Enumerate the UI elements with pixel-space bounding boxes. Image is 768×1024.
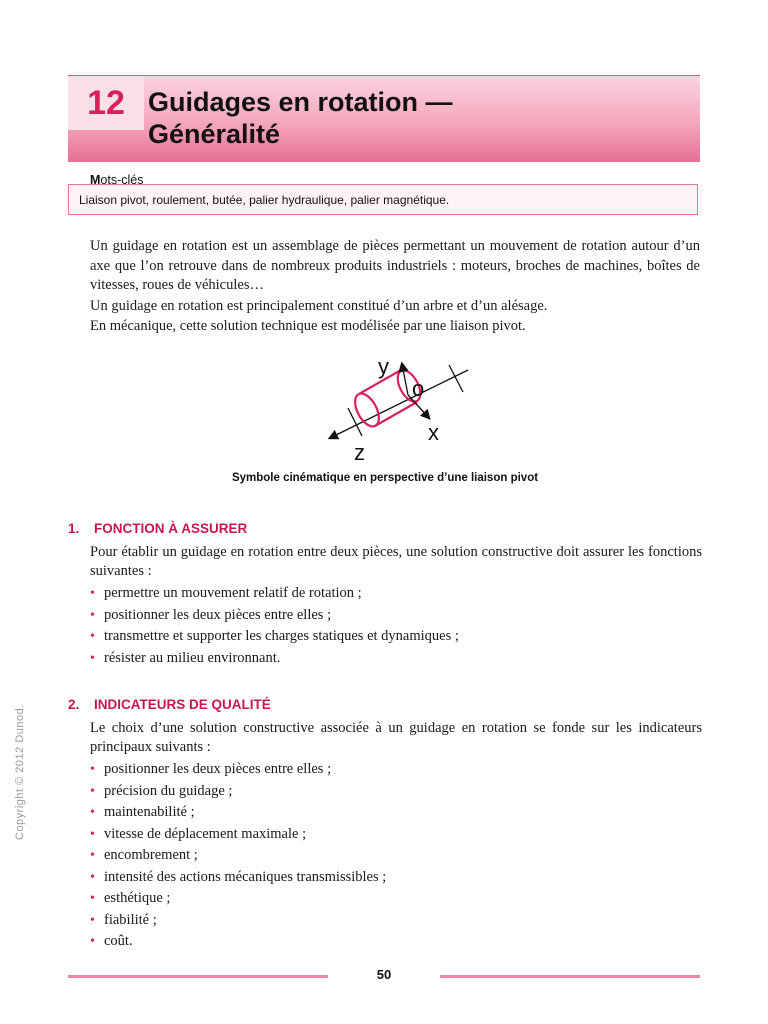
bullet-icon: • [90, 912, 95, 928]
list-item: • esthétique ; [90, 888, 702, 910]
section-1-list [90, 583, 702, 669]
axis-tick-left [348, 408, 362, 436]
label-y: y [378, 354, 389, 379]
list-item: • fiabilité ; [90, 910, 702, 932]
section-1-body [90, 543, 702, 669]
list-item: • positionner les deux pièces entre elles ; [90, 759, 702, 781]
bullet-icon: • [90, 805, 95, 820]
bullet-icon: • [90, 607, 95, 623]
chapter-title-line-1: Guidages en rotation — [148, 87, 453, 117]
chapter-number: 12 [68, 76, 144, 130]
bullet-icon: • [90, 629, 95, 644]
list-item: • coût. [90, 931, 702, 953]
list-item: • vitesse de déplacement maximale ; [90, 824, 702, 846]
section-1-title: FONCTION À ASSURER [94, 521, 248, 536]
list-item: • maintenabilité ; [90, 802, 702, 824]
footer-rule-left [68, 975, 328, 978]
chapter-title-line-2: Généralité [148, 119, 281, 149]
chapter-title [148, 86, 688, 150]
y-axis [402, 364, 408, 395]
pivot-joint-diagram [318, 350, 478, 465]
list-item: • permettre un mouvement relatif de rotation ; [90, 583, 702, 605]
footer-rule-right [440, 975, 700, 978]
keywords-label-rest: ots-clés [100, 173, 144, 187]
bullet-icon: • [90, 783, 95, 799]
intro-paragraph: En mécanique, cette solution technique est modélisée par une liaison pivot. [90, 318, 526, 334]
list-item: • intensité des actions mécaniques transmissibles ; [90, 867, 702, 889]
keywords-text: Liaison pivot, roulement, butée, palier hydraulique, palier magnétique. [79, 193, 450, 207]
page-number: 50 [376, 967, 392, 982]
section-2-list [90, 759, 702, 953]
list-item: • positionner les deux pièces entre elles ; [90, 605, 702, 627]
figure-caption: Symbole cinématique en perspective d’une liaison pivot [231, 472, 539, 484]
section-2-body [90, 719, 702, 953]
chapter-header [68, 75, 700, 162]
section-1-intro: Pour établir un guidage en rotation entre deux pièces, une solution constructive doit assurer les fonctions suivantes : [90, 544, 702, 579]
intro-text [90, 237, 700, 337]
intro-paragraph: Un guidage en rotation est un assemblage de pièces permettant un mouvement de rotation autour d’un axe que l’on retrouve dans de nombreux produits industriels : moteurs, broches de machines, boîtes de vitesses, roues de véhicules… [90, 238, 700, 293]
bullet-icon: • [90, 762, 95, 777]
section-2-intro: Le choix d’une solution constructive associée à un guidage en rotation se fonde sur les indicateurs principaux suivants : [90, 720, 702, 755]
bullet-icon: • [90, 891, 95, 906]
label-o: o [412, 376, 425, 401]
z-axis [330, 370, 468, 438]
copyright-notice: Copyright © 2012 Dunod. [14, 704, 26, 840]
section-1-heading [68, 521, 247, 536]
bullet-icon: • [90, 934, 95, 949]
bullet-icon: • [90, 848, 95, 863]
bullet-icon: • [90, 650, 95, 666]
bullet-icon: • [90, 826, 95, 842]
section-2-number: 2. [68, 697, 80, 712]
section-1-number: 1. [68, 521, 80, 536]
list-item: • précision du guidage ; [90, 781, 702, 803]
section-2-heading [68, 697, 271, 712]
label-z: z [354, 440, 365, 465]
keywords-label-initial: M [90, 173, 101, 187]
list-item: • résister au milieu environnant. [90, 648, 702, 670]
keywords-label [90, 173, 144, 187]
list-item: • transmettre et supporter les charges statiques et dynamiques ; [90, 626, 702, 648]
section-2-title: INDICATEURS DE QUALITÉ [94, 697, 271, 712]
intro-paragraph: Un guidage en rotation est principalement constitué d’un arbre et d’un alésage. [90, 297, 548, 314]
bullet-icon: • [90, 869, 95, 885]
label-x: x [428, 420, 439, 445]
list-item: • encombrement ; [90, 845, 702, 867]
keywords-box [68, 184, 698, 215]
bullet-icon: • [90, 586, 95, 601]
